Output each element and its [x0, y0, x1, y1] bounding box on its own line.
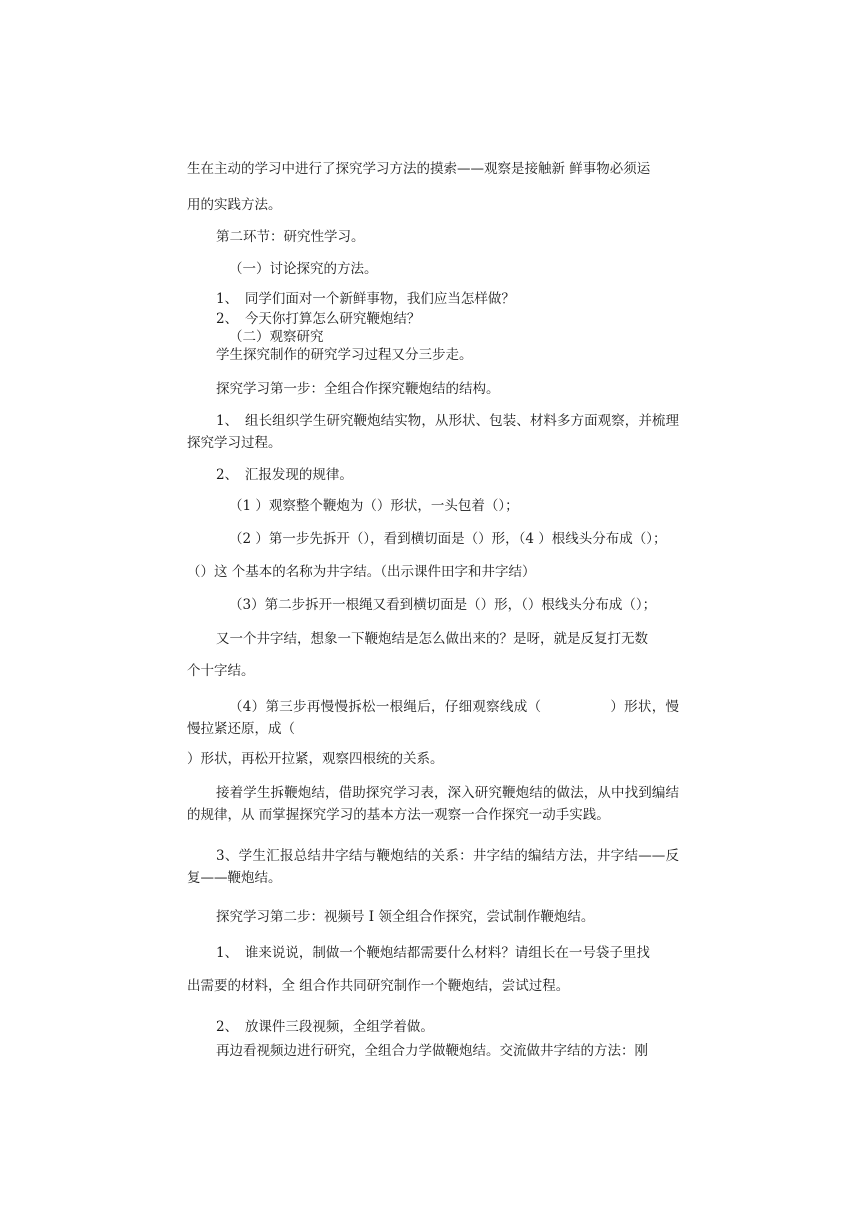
paragraph: 接着学生拆鞭炮结，借助探究学习表，深入研究鞭炮结的做法，从中找到编结的规律，从 而掌握探究学习的基本方法一观察一合作探究一动手实践。	[187, 785, 679, 823]
paragraph-line: 个十字结。	[187, 663, 255, 679]
list-item: （4）第三步再慢慢拆松一根绳后，仔细观察线成（ ）形状，慢慢拉紧还原，成（	[187, 699, 679, 737]
paragraph-line: 再边看视频边进行研究，全组合力学做鞭炮结。交流做井字结的方法：刚	[216, 1043, 648, 1059]
list-item: 1、 组长组织学生研究鞭炮结实物，从形状、包装、材料多方面观察，并梳理探究学习过程。	[187, 413, 679, 451]
step-heading: 探究学习第一步：全组合作探究鞭炮结的结构。	[216, 381, 500, 397]
paragraph-line: 生在主动的学习中进行了探究学习方法的摸索——观察是接触新 鲜事物必须运	[187, 161, 651, 177]
section-heading: 第二环节：研究性学习。	[216, 229, 365, 245]
paragraph-line: （）这 个基本的名称为井字结。（出示课件田字和井字结）	[187, 564, 536, 580]
subsection-heading: （二）观察研究	[229, 329, 324, 345]
list-item: （2 ）第一步先拆开（），看到横切面是（）形，（4 ）根线头分布成（）；	[229, 531, 667, 547]
list-item: 1、 谁来说说，制做一个鞭炮结都需要什么材料？请组长在一号袋子里找	[216, 945, 650, 961]
paragraph-line: 又一个井字结，想象一下鞭炮结是怎么做出来的？是呀，就是反复打无数	[216, 631, 648, 647]
list-item: 1、 同学们面对一个新鲜事物，我们应当怎样做？	[216, 291, 515, 307]
paragraph: 3、学生汇报总结井字结与鞭炮结的关系：井字结的编结方法，井字结——反复——鞭炮结。	[187, 848, 679, 886]
list-item: 2、 放课件三段视频，全组学着做。	[216, 1019, 434, 1035]
paragraph-line: 学生探究制作的研究学习过程又分三步走。	[216, 347, 473, 363]
list-item: 2、 汇报发现的规律。	[216, 467, 353, 483]
list-item: （1 ）观察整个鞭炮为（）形状，一头包着（）；	[229, 498, 519, 514]
list-item: （3）第二步拆开一根绳又看到横切面是（）形，（）根线头分布成（）；	[229, 597, 657, 613]
paragraph-line: ）形状，再松开拉紧，观察四根统的关系。	[187, 751, 444, 767]
paragraph-line: 用的实践方法。	[187, 197, 282, 213]
step-heading: 探究学习第二步：视频号 I 领全组合作探究，尝试制作鞭炮结。	[216, 909, 595, 925]
subsection-heading: （一）讨论探究的方法。	[229, 261, 378, 277]
paragraph-line: 出需要的材料，全 组合作共同研究制作一个鞭炮结，尝试过程。	[187, 978, 570, 994]
list-item: 2、 今天你打算怎么研究鞭炮结？	[216, 311, 421, 327]
